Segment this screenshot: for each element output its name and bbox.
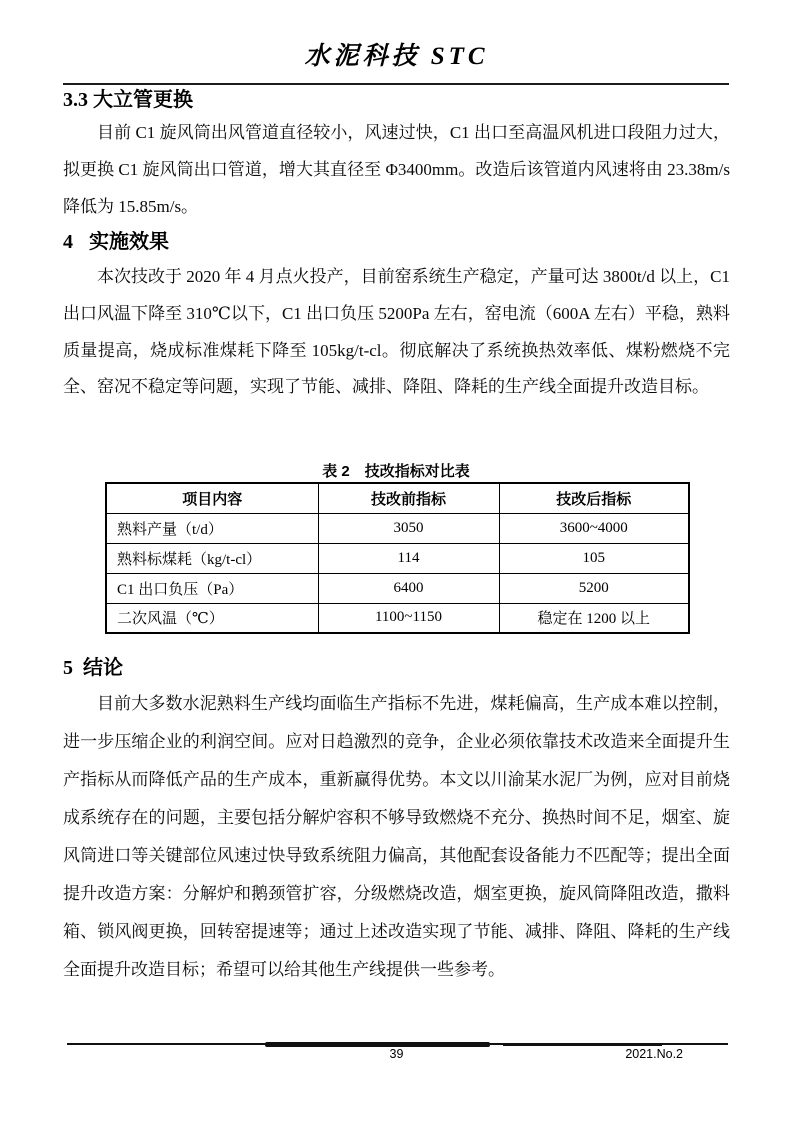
section-number: 4 [63,231,73,253]
indicators-table-wrapper [105,482,690,634]
table-row [106,573,689,603]
table-row [106,543,689,573]
table-header-row [106,483,689,513]
table-cell-after: 3600~4000 [499,513,689,543]
table-header-cell-before: 技改前指标 [318,483,499,513]
paragraph-conclusion: 目前大多数水泥熟料生产线均面临生产指标不先进，煤耗偏高，生产成本难以控制，进一步压缩企业的利润空间。应对日趋激烈的竞争，企业必须依靠技术改造来全面提升生产指标从而降低产品的生产成本，重新赢得优势。本文以川渝某水泥厂为例，应对目前烧成系统存在的问题，主要包括分解炉容积不够导致燃烧不充分、换热时间不足，烟室、旋风筒进口等关键部位风速过快导致系统阻力偏高，其他配套设备能力不匹配等；提出全面提升改造方案：分解炉和鹅颈管扩容，分级燃烧改造，烟室更换，旋风筒降阻改造，撒料箱、锁风阀更换，回转窑提速等；通过上述改造实现了节能、减排、降阻、降耗的生产线全面提升改造目标；希望可以给其他生产线提供一些参考。 [63,694,730,979]
table-header-cell-after: 技改后指标 [499,483,689,513]
footer-rule [67,1043,728,1045]
section-title: 大立管更换 [93,89,193,111]
table-cell-after: 105 [499,543,689,573]
table-caption: 表 2 技改指标对比表 [322,463,470,480]
table-cell-after: 5200 [499,573,689,603]
section-heading-4 [63,229,169,255]
table-cell-before: 114 [318,543,499,573]
table-header-cell-item: 项目内容 [106,483,318,513]
journal-title: 水泥科技 STC [304,43,489,70]
table-cell-before: 3050 [318,513,499,543]
header-rule [63,83,729,85]
paragraph-implementation-results: 本次技改于 2020 年 4 月点火投产，目前窑系统生产稳定，产量可达 3800t/d 以上，C1 出口风温下降至 310℃以下，C1 出口负压 5200Pa 左右，窑电流（600A 左右）平稳，熟料质量提高，烧成标准煤耗下降至 105kg/t-cl。彻底解决了系统换热效率低、煤粉燃烧不完全、窑况不稳定等问题，实现了节能、减排、降阻、降耗的生产线全面提升改造目标。 [63,267,730,397]
table-row [106,603,689,633]
page-number: 39 [389,1047,404,1061]
issue-number: 2021.No.2 [625,1047,683,1061]
section-heading-5 [63,655,123,681]
paragraph-large-riser-replacement: 目前 C1 旋风筒出风管道直径较小，风速过快，C1 出口至高温风机进口段阻力过大，拟更换 C1 旋风筒出口管道，增大其直径至 Φ3400mm。改造后该管道内风速将由 23.38m/s 降低为 15.85m/s。 [63,123,730,216]
table-cell-item: 二次风温（℃） [106,603,318,633]
table-cell-item: C1 出口负压（Pa） [106,573,318,603]
table-cell-after: 稳定在 1200 以上 [499,603,689,633]
section-title: 实施效果 [89,231,169,253]
section-number: 3.3 [63,89,88,111]
section-title: 结论 [83,657,123,679]
table-cell-item: 熟料标煤耗（kg/t-cl） [106,543,318,573]
table-cell-before: 6400 [318,573,499,603]
indicators-comparison-table [105,482,690,634]
table-row [106,513,689,543]
table-cell-before: 1100~1150 [318,603,499,633]
section-number: 5 [63,657,73,679]
section-heading-3-3 [63,87,193,113]
table-cell-item: 熟料产量（t/d） [106,513,318,543]
